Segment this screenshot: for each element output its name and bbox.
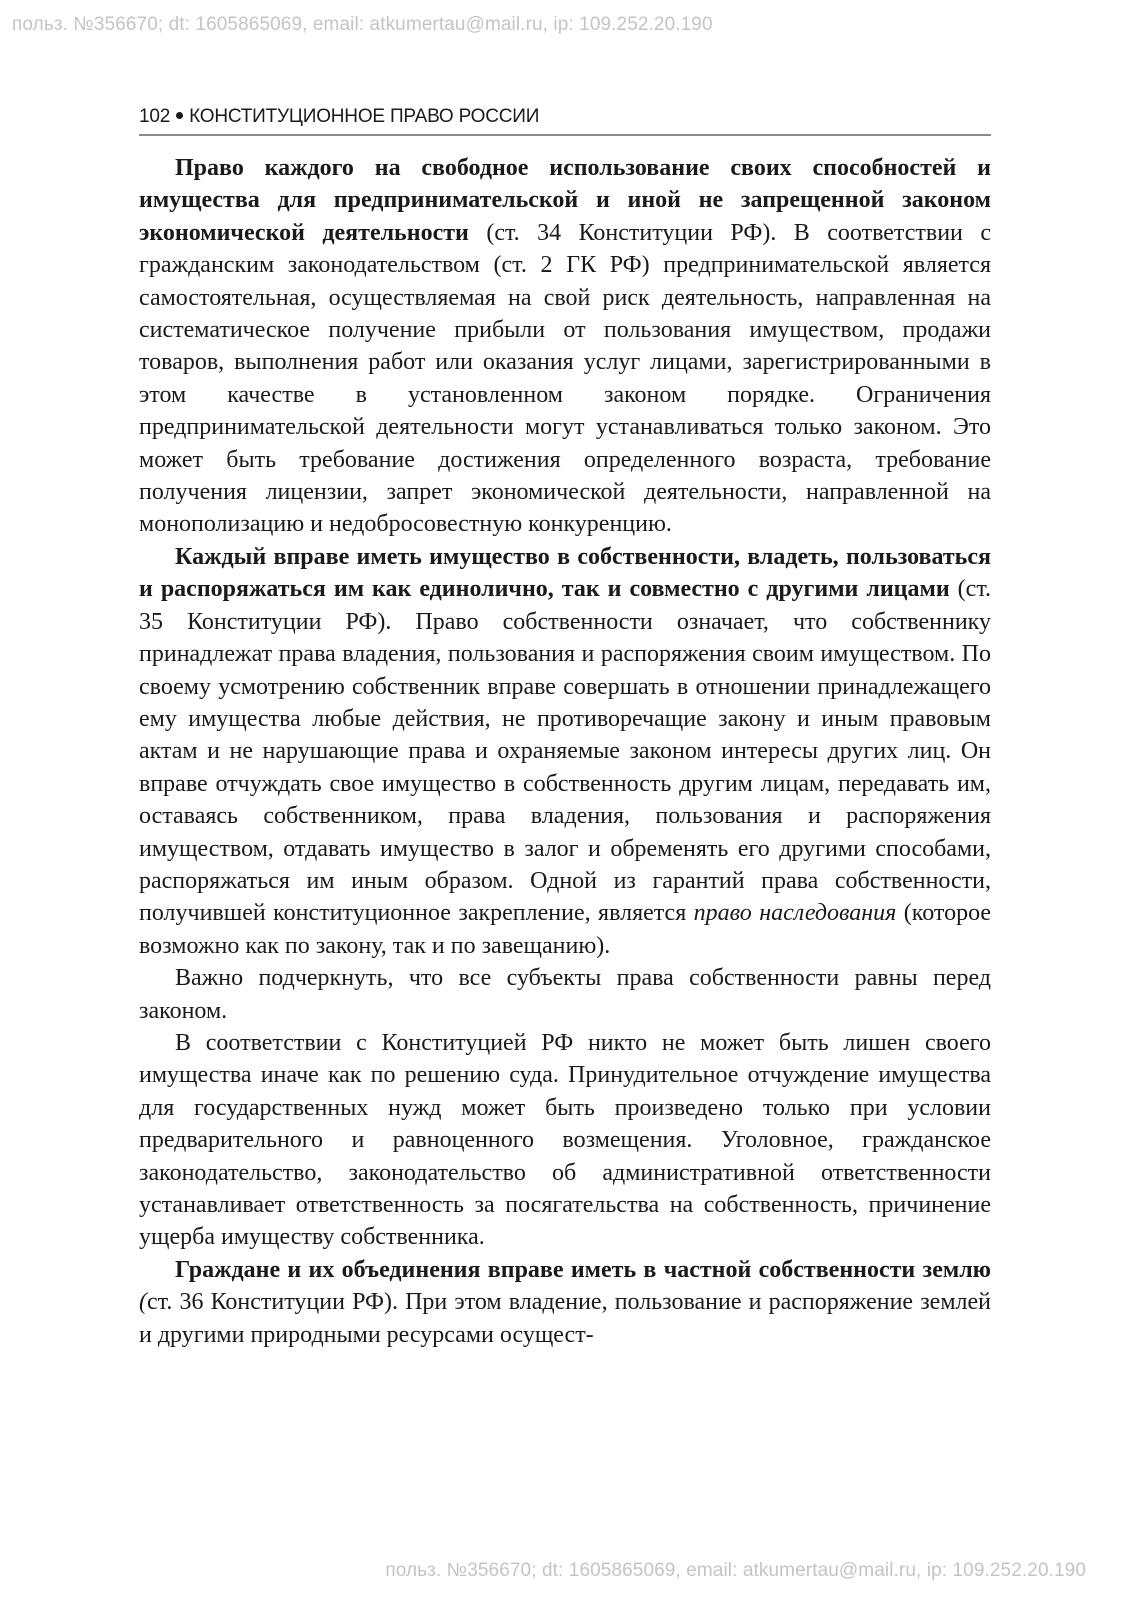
running-title: КОНСТИТУЦИОННОЕ ПРАВО РОССИИ bbox=[189, 106, 540, 127]
paragraph-3 bbox=[139, 962, 991, 1027]
paragraph-5 bbox=[139, 1254, 991, 1351]
paragraph-2-text-end: (которое возможно как по закону, так и по завещанию). bbox=[139, 900, 992, 959]
paragraph-4-text: В соответствии с Конституцией РФ никто не может быть лишен своего имущества иначе как по решению суда. Принудительное отчуждение имущества для государственных нужд может быть произведено только при условии предварительного и равноценного возмещения. Уголовное, гражданское законодательство, законодательство об административной ответственности устанавливает ответственность за посягательства на собственность, причинение ущерба имуществу собственника. bbox=[139, 1029, 991, 1251]
paragraph-1 bbox=[139, 152, 991, 541]
running-head bbox=[139, 106, 991, 136]
paragraph-2-italic: право наследования bbox=[693, 900, 897, 927]
bullet-icon bbox=[176, 112, 183, 119]
paragraph-5-text: ст. 36 Конституции РФ). При этом владение, пользование и распоряжение землей и другими природными ресурсами осущест- bbox=[139, 1289, 991, 1348]
paragraph-3-text: Важно подчеркнуть, что все субъекты права собственности равны перед законом. bbox=[139, 965, 991, 1024]
paragraph-2-bold: Каждый вправе иметь имущество в собственности, владеть, пользоваться и распоряжаться им как единолично, так и совместно с другими лицами bbox=[139, 543, 991, 603]
paragraph-2-text: (ст. 35 Конституции РФ). Право собственности означает, что собственнику принадлежат права владения, пользования и распоряжения своим имуществом. По своему усмотрению собственник вправе совершать в отношении принадлежащего ему имущества любые действия, не противоречащие закону и иным правовым актам и не нарушающие права и охраняемые законом интересы других лиц. Он вправе отчуждать свое имущество в собственность другим лицам, передавать им, оставаясь собственником, права владения, пользования и распоряжения имуществом, отдавать имущество в залог и обременять его другими способами, распоряжаться им иным образом. Одной из гарантий права собственности, получившей конституционное закрепление, является bbox=[139, 576, 992, 927]
body-text bbox=[139, 152, 991, 1351]
paragraph-1-bold: Право каждого на свободное использование своих способностей и имущества для предпринимательской и иной не запрещенной законом экономической деятельности bbox=[139, 155, 991, 246]
paragraph-1-text: (ст. 34 Конституции РФ). В соответствии с гражданским законодательством (ст. 2 ГК РФ) предпринимательской является самостоятельная, осуществляемая на свой риск деятельность, направленная на систематическое получение прибыли от пользования имуществом, продажи товаров, выполнения работ или оказания услуг лицами, зарегистрированными в этом качестве в установленном законом порядке. Ограничения предпринимательской деятельности могут устанавливаться только законом. Это может быть требование достижения определенного возраста, требование получения лицензии, запрет экономической деятельности, направленной на монополизацию и недобросовестную конкуренцию. bbox=[139, 219, 991, 538]
paragraph-2 bbox=[139, 541, 991, 962]
paragraph-5-paren: ( bbox=[139, 1289, 147, 1316]
watermark-bottom: польз. №356670; dt: 1605865069, email: atkumertau@mail.ru, ip: 109.252.20.190 bbox=[385, 1560, 1086, 1581]
page-number: 102 bbox=[139, 106, 171, 127]
watermark-top: польз. №356670; dt: 1605865069, email: atkumertau@mail.ru, ip: 109.252.20.190 bbox=[12, 14, 713, 35]
paragraph-4 bbox=[139, 1027, 991, 1254]
paragraph-5-bold: Граждане и их объединения вправе иметь в частной собственности землю bbox=[175, 1256, 991, 1283]
